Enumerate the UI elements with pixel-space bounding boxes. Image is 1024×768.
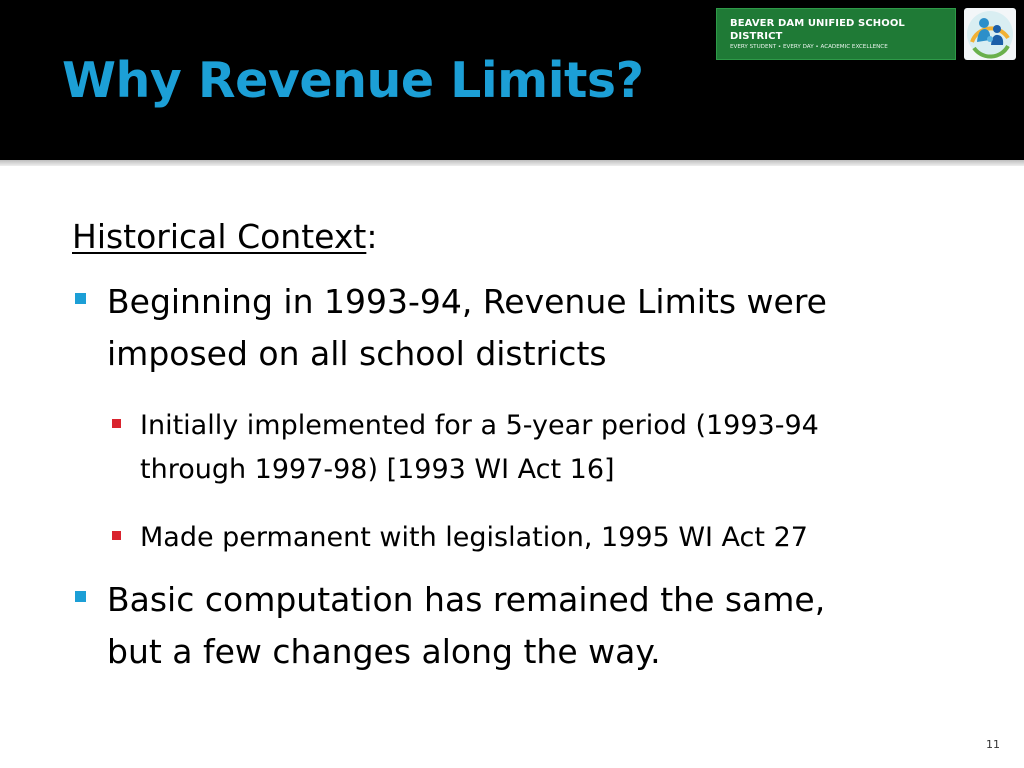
bullet-basic-computation — [72, 574, 952, 678]
sub-bullet-text — [140, 404, 990, 492]
bullet-line: imposed on all school districts — [107, 334, 607, 373]
sub-bullet-initial-period — [110, 404, 990, 492]
family-logo-graphic — [964, 8, 1016, 60]
family-logo-icon — [964, 8, 1016, 60]
sub-bullet-made-permanent — [110, 516, 990, 560]
sub-bullet-line: Initially implemented for a 5-year period (1993-94 — [140, 410, 819, 441]
bullet-text — [107, 276, 952, 380]
district-name: BEAVER DAM UNIFIED SCHOOL DISTRICT — [730, 17, 905, 42]
section-heading-text: Historical Context — [72, 217, 367, 256]
slide-title: Why Revenue Limits? — [62, 52, 644, 109]
header-divider — [0, 160, 1024, 166]
sub-bullet-text — [140, 516, 990, 560]
square-bullet-icon — [112, 419, 121, 428]
sub-bullet-line: through 1997-98) [1993 WI Act 16] — [140, 454, 615, 485]
square-bullet-icon — [112, 531, 121, 540]
bullet-text — [107, 574, 952, 678]
square-bullet-icon — [75, 293, 86, 304]
district-motto: EVERY STUDENT • EVERY DAY • ACADEMIC EXCELLENCE — [730, 43, 888, 50]
bullet-revenue-limits-imposed — [72, 276, 952, 380]
square-bullet-icon — [75, 591, 86, 602]
slide-header — [0, 0, 1024, 160]
page-number: 11 — [986, 738, 1000, 751]
bullet-line: Beginning in 1993-94, Revenue Limits were — [107, 282, 827, 321]
district-banner — [716, 8, 956, 60]
sub-bullet-line: Made permanent with legislation, 1995 WI Act 27 — [140, 522, 808, 553]
bullet-line: but a few changes along the way. — [107, 632, 661, 671]
section-heading — [72, 213, 377, 261]
bullet-line: Basic computation has remained the same, — [107, 580, 826, 619]
section-heading-colon: : — [366, 217, 378, 256]
